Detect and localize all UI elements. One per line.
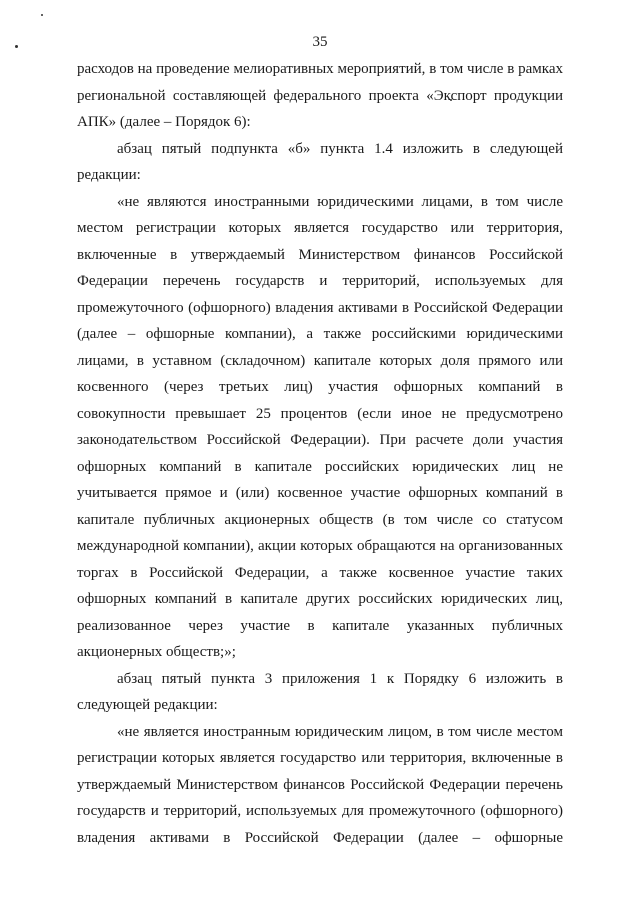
paragraph-quoted-text: «не является иностранным юридическим лицом, в том числе местом регистрации которых является государство или территория, включенные в утверждаемый Министерством финансов Российской Федерации перечень государств и территорий, используемых для промежуточного (офшорного) владения активами в Российской Федерации (далее – офшорные — [77, 723, 563, 846]
paragraph-quoted-text: «не являются иностранными юридическими лицами, в том числе местом регистрации которых является государство или территория, включенные в утверждаемый Министерством финансов Российской Федерации перечень государств и территорий, используемых для промежуточного (офшорного) владения активами в Российской Федерации (далее – офшорные компании), а также российскими юридическими лицами, в уставном (складочном) капитале которых доля прямого или косвенного (через третьих лиц) участия офшорных компаний в совокупности превышает 25 процентов (если иное не предусмотрено законодательством Российской Федерации). При расчете доли участия офшорных компаний в капитале российских юридических лиц не учитывается прямое и (или) косвенное участие офшорных компаний в капитале публичных акционерных обществ (в том числе со статусом международной компании), акции которых обращаются на организованных торгах в Российской Федерации, а также косвенное участие таких офшорных компаний в капитале других российских юридических лиц, реализованное через участие в капитале указанных публичных акционерных обществ;»; — [77, 193, 563, 660]
paragraph-amendment-instruction: абзац пятый пункта 3 приложения 1 к Порядку 6 изложить в следующей редакции: — [77, 670, 563, 713]
document-body — [77, 56, 563, 851]
scan-speck — [41, 14, 43, 16]
paragraph-continuation: расходов на проведение мелиоративных мероприятий, в том числе в рамках региональной составляющей федерального проекта «Экспорт продукции АПК» (далее – Порядок 6): — [77, 61, 563, 130]
page-number: 35 — [312, 34, 328, 50]
paragraph-amendment-instruction: абзац пятый подпункта «б» пункта 1.4 изложить в следующей редакции: — [77, 140, 563, 183]
